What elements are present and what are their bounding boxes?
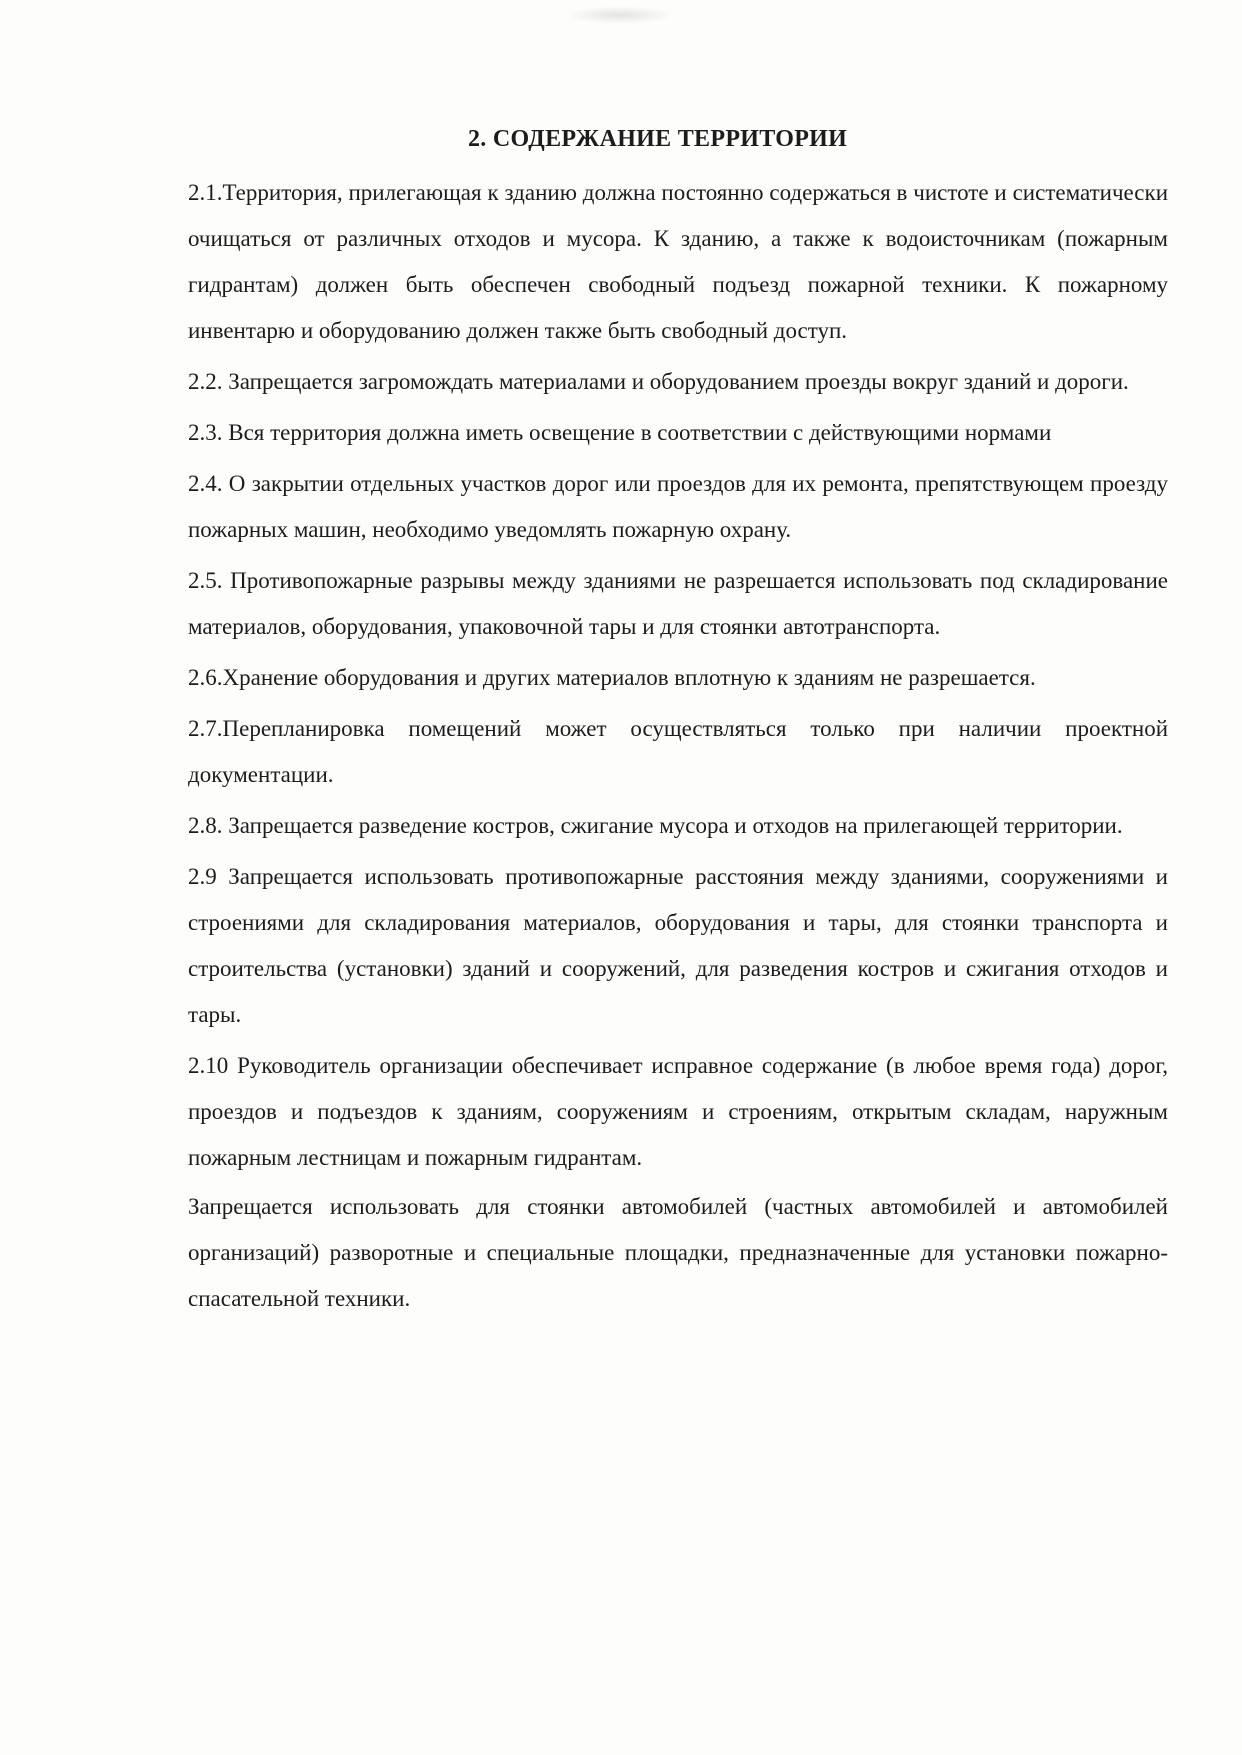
paragraph-2-10: 2.10 Руководитель организации обеспечивает исправное содержание (в любое время года) дорог, проездов и подъездов к зданиям, сооружениям и строениям, открытым складам, наружным пожарным лестницам и пожарным гидрантам. xyxy=(188,1053,1168,1170)
paragraph-2-5: 2.5. Противопожарные разрывы между зданиями не разрешается использовать под складирование материалов, оборудования, упаковочной тары и для стоянки автотранспорта. xyxy=(188,568,1168,639)
paragraph-parking-prohibition: Запрещается использовать для стоянки автомобилей (частных автомобилей и автомобилей организаций) разворотные и специальные площадки, предназначенные для установки пожарно-спасательной техники. xyxy=(188,1194,1168,1311)
document-body xyxy=(188,118,1168,1327)
section-title: 2. СОДЕРЖАНИЕ ТЕРРИТОРИИ xyxy=(468,126,848,152)
paragraph-2-6: 2.6.Хранение оборудования и других материалов вплотную к зданиям не разрешается. xyxy=(188,665,1036,690)
paragraph-2-8: 2.8. Запрещается разведение костров, сжигание мусора и отходов на прилегающей территории. xyxy=(188,813,1123,838)
paragraph-2-4: 2.4. О закрытии отдельных участков дорог или проездов для их ремонта, препятствующем проезду пожарных машин, необходимо уведомлять пожарную охрану. xyxy=(188,471,1168,542)
scan-artifact xyxy=(565,6,675,24)
paragraph-2-1: 2.1.Территория, прилегающая к зданию должна постоянно содержаться в чистоте и систематически очищаться от различных отходов и мусора. К зданию, а также к водоисточникам (пожарным гидрантам) должен быть обеспечен свободный подъезд пожарной техники. К пожарному инвентарю и оборудованию должен также быть свободный доступ. xyxy=(188,180,1168,343)
paragraph-2-7: 2.7.Перепланировка помещений может осуществляться только при наличии проектной документации. xyxy=(188,716,1168,787)
paragraph-2-2: 2.2. Запрещается загромождать материалами и оборудованием проезды вокруг зданий и дороги. xyxy=(188,369,1129,394)
paragraph-2-9: 2.9 Запрещается использовать противопожарные расстояния между зданиями, сооружениями и строениями для складирования материалов, оборудования и тары, для стоянки транспорта и строительства (установки) зданий и сооружений, для разведения костров и сжигания отходов и тары. xyxy=(188,864,1168,1027)
paragraph-2-3: 2.3. Вся территория должна иметь освещение в соответствии с действующими нормами xyxy=(188,420,1052,445)
